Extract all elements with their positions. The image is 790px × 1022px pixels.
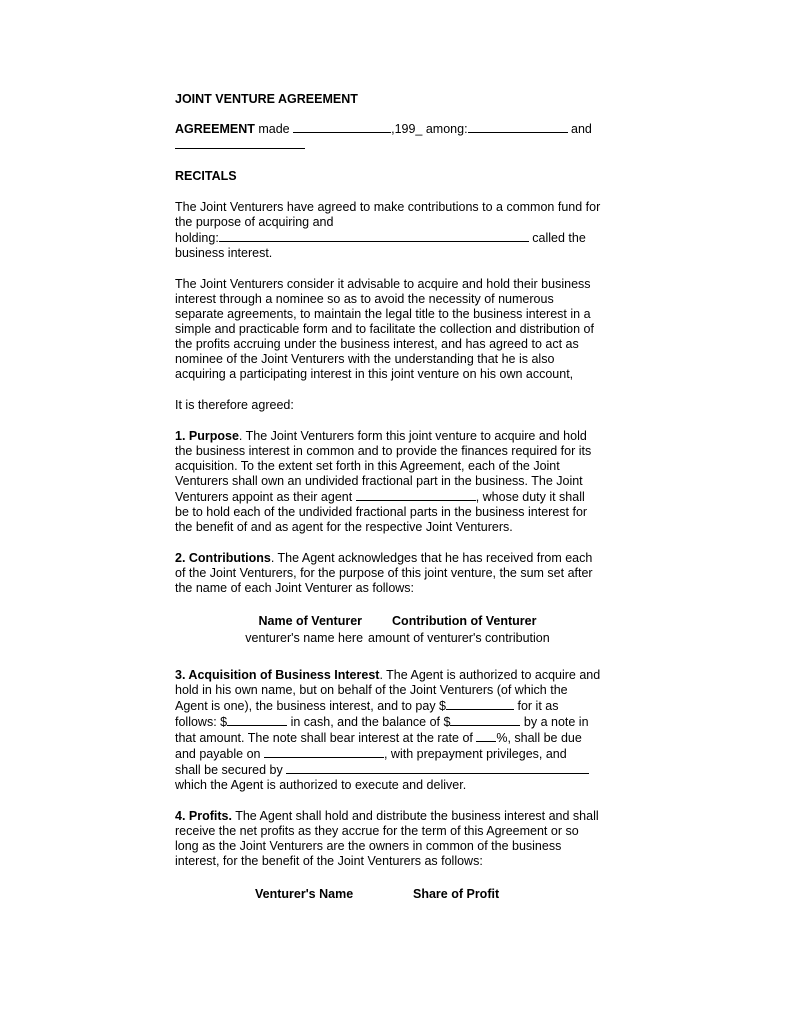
recitals-heading: RECITALS xyxy=(175,169,237,183)
holding-blank xyxy=(219,230,529,242)
purpose-heading: 1. Purpose xyxy=(175,429,239,443)
rate-blank xyxy=(476,730,496,742)
document-title: JOINT VENTURE AGREEMENT xyxy=(175,92,358,106)
section-acquisition: 3. Acquisition of Business Interest. The Agent is authorized to acquire and hold in his own name, but on behalf of the Joint Venturers (of which the Agent is one), the business interest, and to pay $ for it as follows: $ in cash, and the balance of $ by a note in that amount. The note shall bear interest at the rate of %, shall be due and payable on , with prepayment privileges, and shall be secured by which the Agent is authorized to execute and deliver. xyxy=(175,668,601,792)
document-page xyxy=(175,92,630,902)
acquisition-heading: 3. Acquisition of Business Interest xyxy=(175,668,380,682)
profits-table-header: Venturer's Name Share of Profit xyxy=(255,887,500,901)
contributions-table-row: venturer's name here amount of venturer's contribution xyxy=(245,631,550,645)
agreed-line: It is therefore agreed: xyxy=(175,398,294,412)
due-date-blank xyxy=(264,746,384,758)
section-purpose: 1. Purpose. The Joint Venturers form this joint venture to acquire and hold the business interest in common and to provide the finances required for its acquisition. To the extent set forth in this Agreement, each of the Joint Venturers shall own an undivided fractional part in the business. The Joint Venturers appoint as their agent , whose duty it shall be to hold each of the undivided fractional parts in the business interest for the benefit of and as agent for the respective Joint Venturers. xyxy=(175,429,592,534)
recital-paragraph-2: The Joint Venturers consider it advisable to acquire and hold their business interest through a nominee so as to avoid the necessity of numerous separate agreements, to maintain the legal title to the business interest in a simple and practicable form and to facilitate the collection and distribution of the profits accruing under the business interest, and has agreed to act as nominee of the Joint Venturers with the understanding that he is also acquiring a participating interest in this joint venture on his own account, xyxy=(175,277,594,381)
contributions-table-header: Name of Venturer Contribution of Venturer xyxy=(258,614,537,628)
agent-blank xyxy=(356,489,476,501)
profits-heading: 4. Profits. xyxy=(175,809,232,823)
date-blank xyxy=(293,121,391,133)
section-profits: 4. Profits. The Agent shall hold and distribute the business interest and shall receive the net profits as they accrue for the term of this Agreement or so long as the Joint Venturers are the owners in common of the business interest, for the benefit of the Joint Venturers as follows: Venturer's Name Share of Profit xyxy=(175,809,630,902)
balance-blank xyxy=(450,714,520,726)
party-blank-2 xyxy=(175,137,305,149)
cash-blank xyxy=(227,714,287,726)
party-blank-1 xyxy=(468,121,568,133)
recital-paragraph-1: The Joint Venturers have agreed to make contributions to a common fund for the purpose of acquiring and holding: called the business interest. xyxy=(175,200,601,260)
contributions-heading: 2. Contributions xyxy=(175,551,271,565)
security-blank xyxy=(286,762,589,774)
agreement-line: AGREEMENT made ,199_ among: and xyxy=(175,122,592,136)
price-blank xyxy=(446,698,514,710)
agreement-label: AGREEMENT xyxy=(175,122,255,136)
section-contributions: 2. Contributions. The Agent acknowledges that he has received from each of the Joint Venturers, for the purpose of this joint venture, the sum set after the name of each Joint Venturer as follows: Name of Venturer Contribution of Venturer venturer's name here amount of venturer's contribution xyxy=(175,551,630,646)
